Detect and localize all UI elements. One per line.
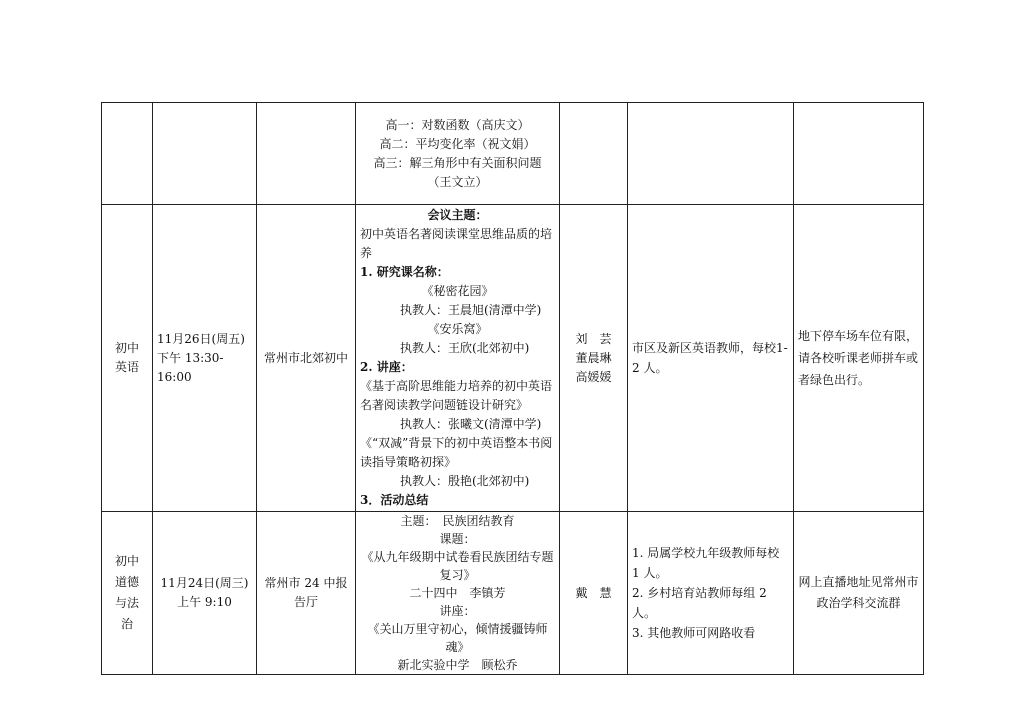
teacher-text: 执教人：王欣(北郊初中) [400,341,530,355]
subject-cell [102,205,153,512]
subject-cell [102,512,153,675]
content-line: 《从九年级期中试卷看民族团结专题复习》 [361,550,554,582]
notes-text: 地下停车场车位有限，请各校听课老师拼车或者绿色出行。 [798,329,919,387]
participants-cell [628,512,794,675]
participants-text: 市区及新区英语教师，每校1-2 人。 [632,341,788,375]
lesson-title: 《秘密花园》 [421,284,494,298]
time-text: 上午 9:10 [177,595,232,609]
lecture-title: 《基于高阶思维能力培养的初中英语名著阅读教学问题链设计研究》 [360,379,553,412]
place-cell [257,205,356,512]
subject-line: 英语 [114,360,139,374]
content-line: （王文立） [427,174,488,189]
time-cell [153,512,257,675]
place-cell [257,512,356,675]
subject-cell [102,103,153,205]
time-text: 下午 13:30-16:00 [157,350,224,384]
subject-line: 治 [120,617,133,631]
lecture-title: 《“双减”背景下的初中英语整本书阅读指导策略初探》 [360,436,553,469]
content-line: 高三：解三角形中有关面积问题 [373,155,542,170]
section-heading: 3．活动总结 [360,493,429,507]
theme-text: 初中英语名著阅读课堂思维品质的培养 [360,227,553,260]
subject-line: 与法 [114,596,139,610]
participants-item: 2. 乡村培育站教师每组 2 人。 [632,586,767,620]
host-cell [560,103,628,205]
content-cell [356,103,560,205]
notes-cell [794,103,924,205]
host-name: 刘 芸 [575,331,612,346]
participants-item: 1. 局属学校九年级教师每校 1 人。 [632,546,780,580]
content-line: 二十四中 李镇芳 [409,586,506,600]
content-cell [356,512,560,675]
time-cell [153,103,257,205]
content-cell [356,205,560,512]
date-text: 11月24日(周三) [160,576,249,590]
time-cell [153,205,257,512]
subject-line: 道德 [114,575,139,589]
participants-cell [628,205,794,512]
content-line: 主题： 民族团结教育 [400,514,515,528]
subject-line: 初中 [114,341,139,355]
lesson-title: 《安乐窝》 [427,322,488,336]
table-row [102,103,924,205]
participants-cell [628,103,794,205]
place-text: 常州市北郊初中 [263,350,348,365]
content-line: 课题： [439,532,476,546]
host-name: 高媛媛 [575,369,612,384]
theme-title: 会议主题： [427,208,488,222]
content-line: 高二：平均变化率（祝文娟） [379,136,536,151]
schedule-table [101,102,924,675]
subject-line: 初中 [114,554,139,568]
host-name: 戴 慧 [575,585,612,600]
notes-text: 网上直播地址见常州市政治学科交流群 [798,575,919,610]
table-row [102,205,924,512]
section-heading: 1. 研究课名称： [360,265,449,279]
notes-cell [794,205,924,512]
teacher-text: 执教人：殷艳(北郊初中) [400,474,530,488]
section-heading: 2. 讲座： [360,360,413,374]
host-cell [560,205,628,512]
notes-cell [794,512,924,675]
teacher-text: 执教人：王晨旭(清潭中学) [400,303,542,317]
participants-item: 3. 其他教师可网路收看 [632,626,756,640]
content-line: 新北实验中学 顾松乔 [397,658,518,672]
host-name: 董晨琳 [575,350,612,365]
content-line: 《关山万里守初心，倾情援疆铸师魂》 [367,622,548,654]
date-text: 11月26日(周五) [157,331,245,346]
place-cell [257,103,356,205]
content-line: 讲座： [439,604,476,618]
teacher-text: 执教人：张曦文(清潭中学) [400,417,542,431]
place-text: 常州市 24 中报告厅 [264,576,348,609]
table-row [102,512,924,675]
content-line: 高一：对数函数（高庆文） [385,117,530,132]
host-cell [560,512,628,675]
